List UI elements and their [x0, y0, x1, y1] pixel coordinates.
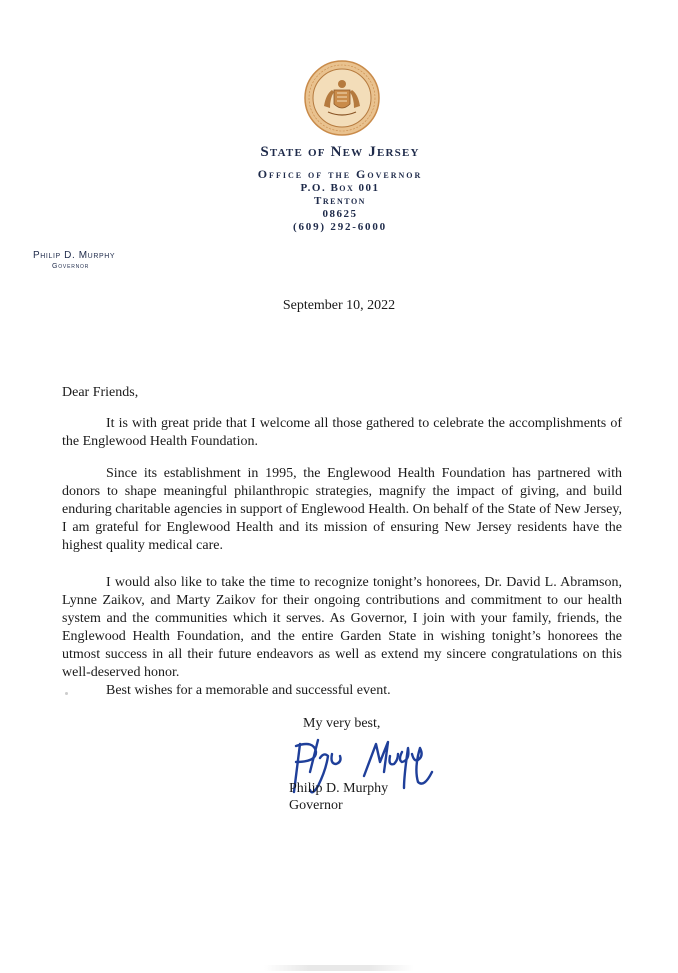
paragraph-foundation: Since its establishment in 1995, the Englewood Health Foundation has partnered with donors to shape meaningful philanthropic strategies, magnify the impact of giving, and build enduring charitable agencies in support of Englewood Health. On behalf of the State of New Jersey, I am grateful for Englewood Health and its mission of ensuring New Jersey residents have the highest quality medical care. — [62, 466, 622, 553]
letterhead-office: Office of the Governor — [257, 167, 423, 181]
letterhead-po-box: P.O. Box 001 — [300, 182, 380, 194]
closing: My very best, — [303, 716, 381, 731]
letter-date: September 10, 2022 — [282, 298, 396, 313]
signature-title: Governor — [289, 798, 343, 813]
footer-band — [264, 965, 414, 971]
signature-name: Philip D. Murphy — [289, 781, 389, 796]
letterhead-zip: 08625 — [322, 208, 358, 220]
state-seal-icon — [304, 60, 380, 136]
salutation: Dear Friends, — [62, 385, 139, 400]
paragraph-welcome: It is with great pride that I welcome all those gathered to celebrate the accomplishments of the Englewood Health Foundation. — [62, 416, 622, 449]
letterhead-phone: (609) 292-6000 — [293, 221, 387, 233]
letterhead-city: Trenton — [314, 195, 366, 207]
paragraph-honorees: I would also like to take the time to recognize tonight’s honorees, Dr. David L. Abramson, Lynne Zaikov, and Marty Zaikov for their ongoing contributions and commitment to our health system and the communities which it serves. As Governor, I join with your family, friends, the Englewood Health Foundation, and the entire Garden State in wishing tonight’s honorees the utmost success in all their future endeavors as well as extend my sincere congratulations on this well-deserved honor. — [62, 575, 622, 680]
sender-title: Governor — [52, 263, 90, 270]
paragraph-best-wishes: Best wishes for a memorable and successful event. — [106, 683, 391, 698]
letterhead-state: State of New Jersey — [260, 144, 420, 160]
sender-name: Philip D. Murphy — [33, 250, 116, 261]
